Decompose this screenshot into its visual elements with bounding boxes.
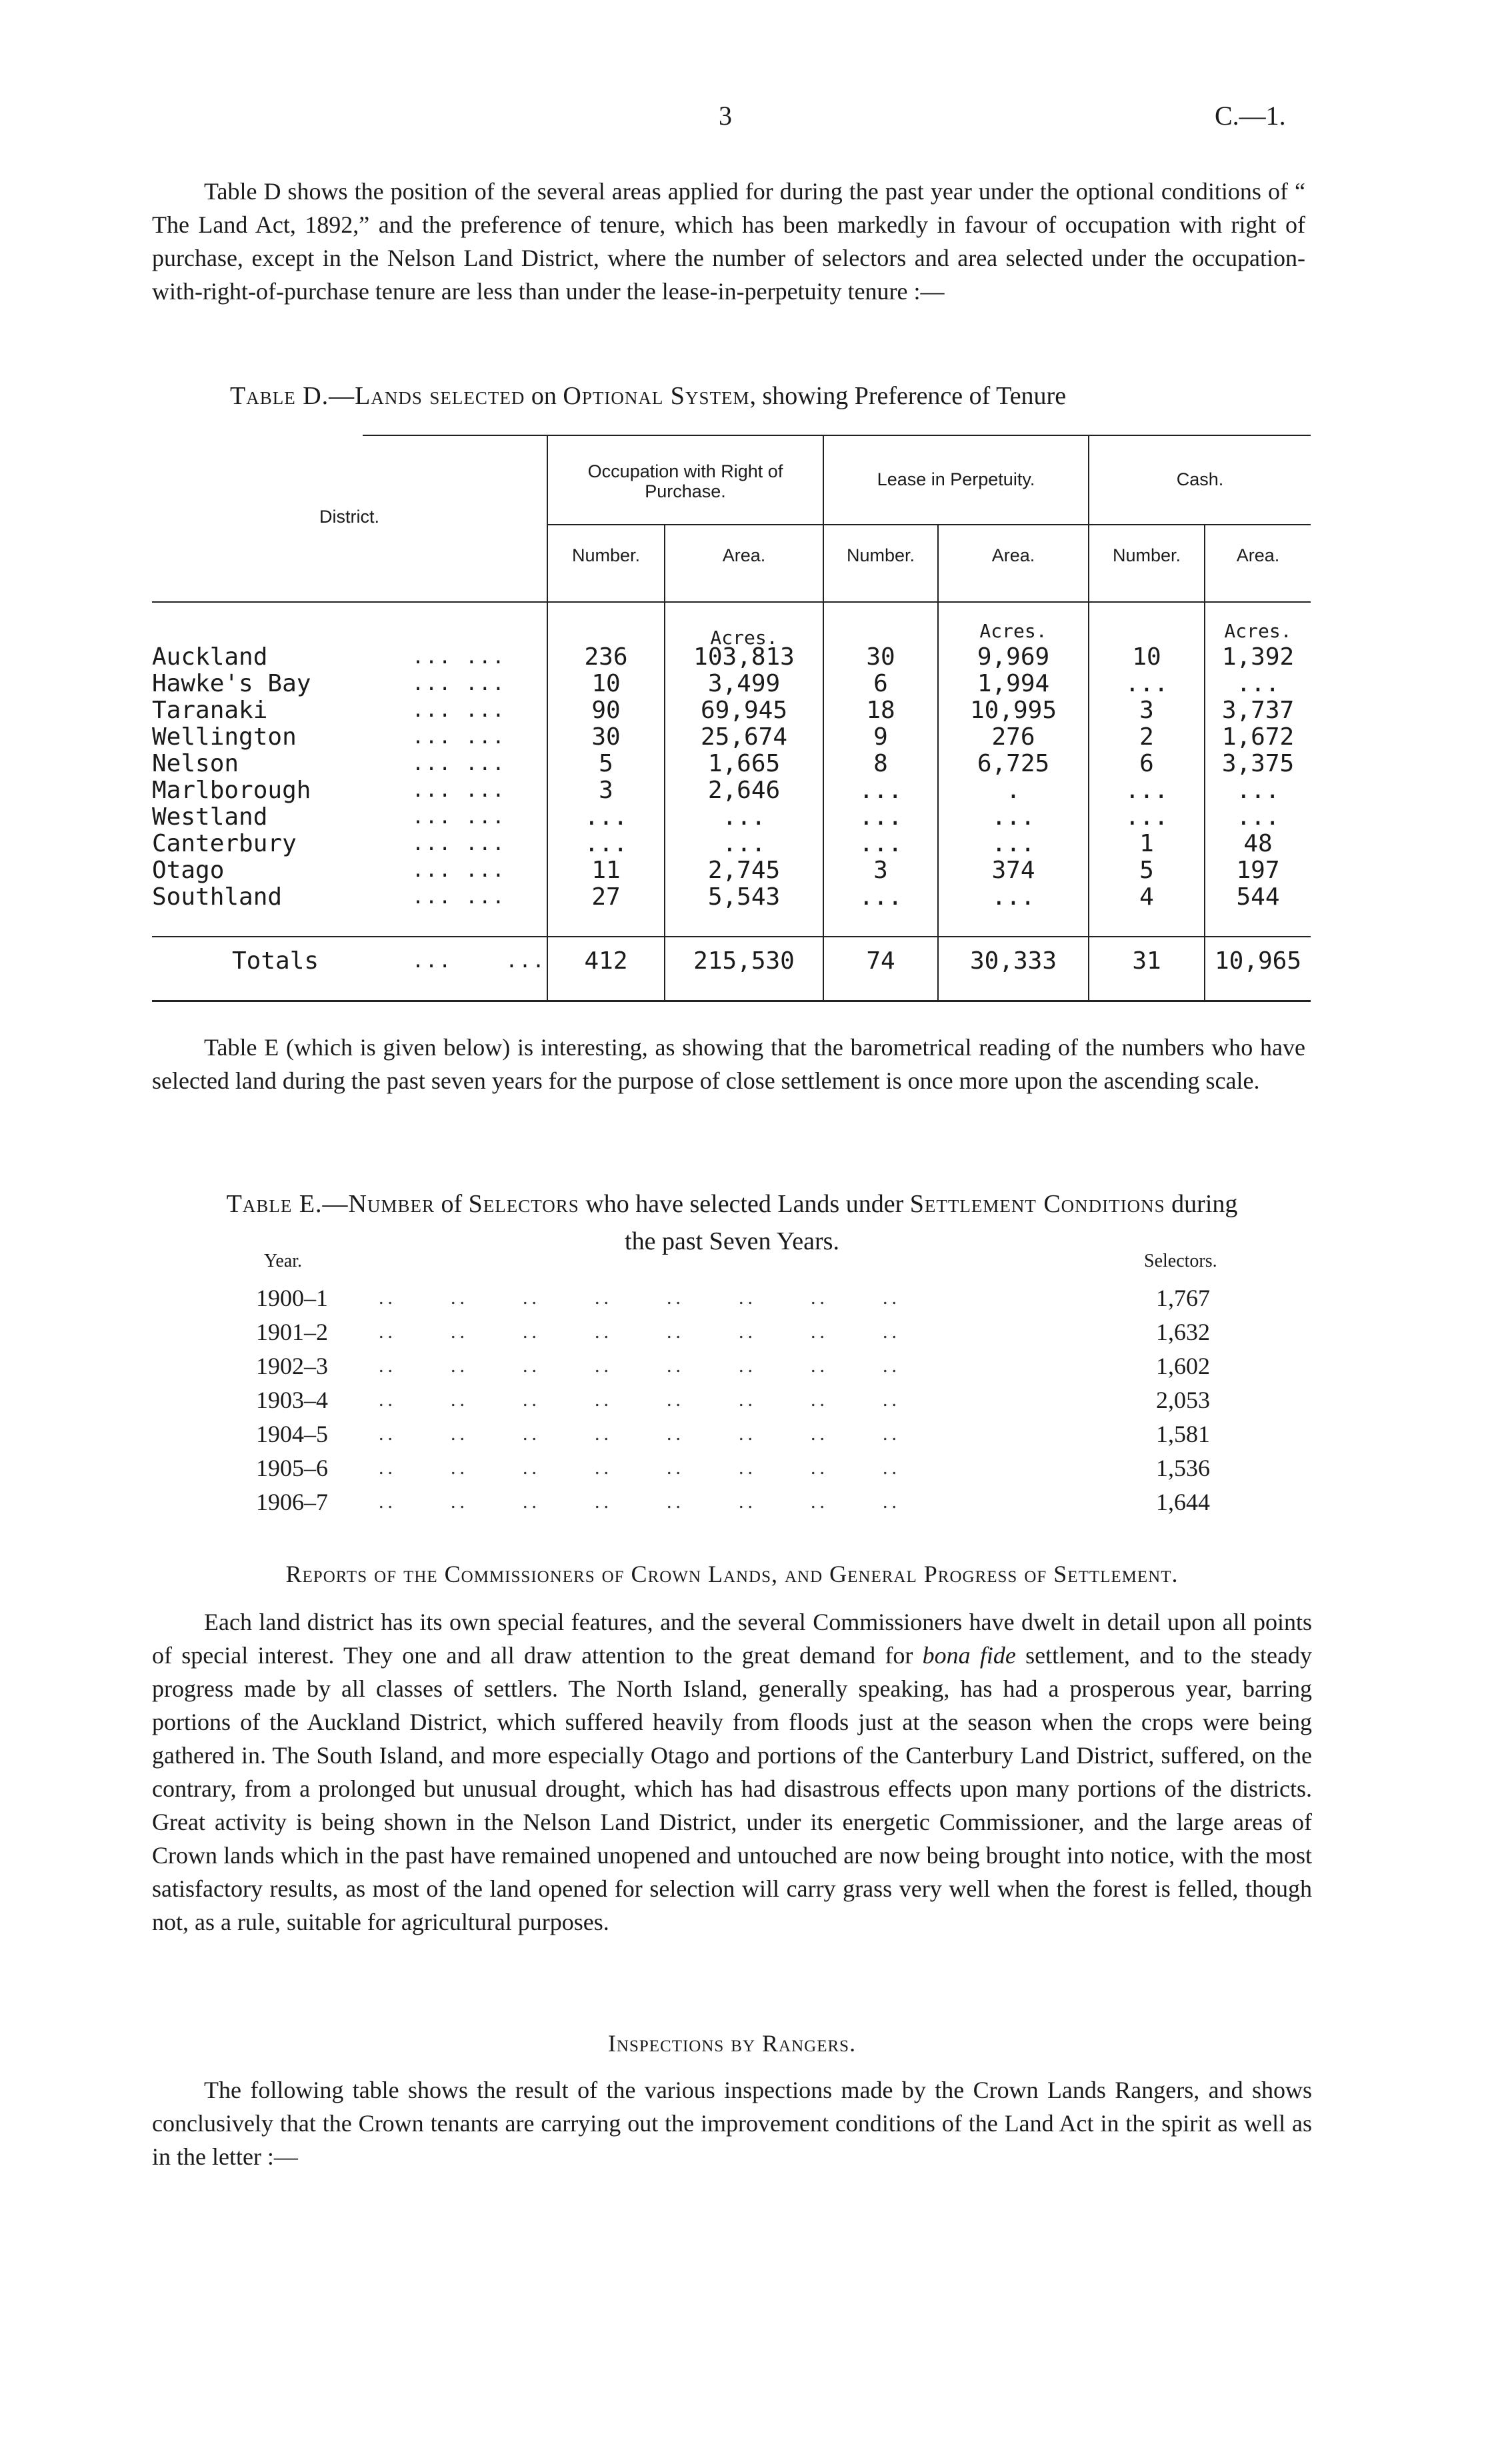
cell-a3: ...: [1236, 670, 1280, 697]
units-acres-1: Acres.: [710, 627, 778, 649]
cell-a2: ...: [991, 883, 1035, 911]
leader-dots: .. .. .. .. .. .. .. ..: [379, 1423, 901, 1445]
cell-a1: 103,813: [693, 643, 795, 671]
table-d-title-caps: Lands selected: [355, 382, 525, 410]
cell-n1: 27: [591, 883, 621, 911]
cell-n3: 2: [1139, 723, 1154, 751]
cell-n2: 30: [866, 643, 895, 671]
district-name: Hawke's Bay: [152, 670, 311, 697]
inspections-text: The following table shows the result of the various inspections made by the Crown Lands Rangers, and shows conclusively that the Crown tenants are carrying out the improvement conditions of the Land Act in the spirit as well as in the letter :—: [152, 2077, 1312, 2170]
cell-n1: 10: [591, 670, 621, 697]
selectors-cell: 1,581: [1156, 1421, 1210, 1447]
cell-n2: ...: [859, 777, 903, 804]
cell-n2: ...: [859, 883, 903, 911]
table-e-title-of: of: [435, 1190, 469, 1218]
district-name: Wellington: [152, 723, 297, 751]
intro-text: Table D shows the position of the several areas applied for during the past year under the optional conditions of “ The Land Act, 1892,” and the preference of tenure, which has been markedly in favour of occupation with right of purchase, except in the Nelson Land District, where the number of selectors and area selected under the occupation-with-right-of-purchase tenure are less than under the lease-in-perpetuity tenure :—: [152, 178, 1305, 305]
cell-a3: 3,375: [1221, 750, 1295, 777]
cell-n3: 1: [1139, 830, 1154, 857]
cell-a2: ...: [991, 830, 1035, 857]
sub-header-area-1: Area.: [722, 545, 766, 565]
leader-dots: ... ...: [412, 885, 506, 909]
leader-dots: .. .. .. .. .. .. .. ..: [379, 1321, 901, 1343]
totals-n3: 31: [1132, 947, 1161, 975]
table-e-intro-paragraph: [152, 1031, 1305, 1097]
cell-n1: 3: [599, 777, 613, 804]
inspections-paragraph: [152, 2073, 1312, 2173]
cell-a2: 10,995: [969, 697, 1057, 724]
intro-paragraph: [152, 175, 1305, 308]
district-name: Auckland: [152, 643, 268, 671]
selectors-header: Selectors.: [1144, 1251, 1217, 1271]
cell-n1: 236: [584, 643, 628, 671]
table-e-title-caps2: Selectors: [468, 1190, 579, 1218]
group-header-cash: Cash.: [1176, 469, 1224, 489]
totals-label: Totals: [232, 947, 319, 975]
cell-a3: 544: [1236, 883, 1280, 911]
leader-dots: .. .. .. .. .. .. .. ..: [379, 1287, 901, 1309]
reports-text-italic: bona fide: [922, 1642, 1016, 1669]
leader-dots: ... ...: [412, 645, 506, 669]
page-number: 3: [719, 101, 732, 131]
cell-n1: 90: [591, 697, 621, 724]
cell-a2: 276: [991, 723, 1035, 751]
reports-text: [152, 1605, 1312, 1939]
cell-a3: 1,672: [1221, 723, 1295, 751]
cell-n2: 6: [873, 670, 888, 697]
sub-header-number-2: Number.: [846, 545, 915, 565]
year-header: Year.: [264, 1251, 303, 1271]
cell-n2: 9: [873, 723, 888, 751]
totals-a2: 30,333: [969, 947, 1057, 975]
reports-heading: Reports of the Commissioners of Crown Lands, and General Progress of Settlement.: [285, 1561, 1179, 1587]
cell-a3: ...: [1236, 777, 1280, 804]
district-name: Marlborough: [152, 777, 311, 804]
cell-a3: 3,737: [1221, 697, 1295, 724]
cell-n2: ...: [859, 803, 903, 831]
leader-dots: ... ...: [412, 752, 506, 775]
table-e-title: [152, 1185, 1312, 1260]
units-acres-2: Acres.: [979, 620, 1047, 642]
reports-text-part1: Each land district has its own special features, and the several Commissioners have dwelt in detail upon all points of special interest. They one and all draw attention to the great demand for: [152, 1609, 1312, 1669]
leader-dots: .. .. .. .. .. .. .. ..: [379, 1355, 901, 1377]
cell-n1: ...: [584, 830, 628, 857]
table-e-title-end: during: [1165, 1190, 1238, 1218]
cell-a3: 48: [1243, 830, 1273, 857]
cell-n3: 3: [1139, 697, 1154, 724]
cell-n1: 5: [599, 750, 613, 777]
district-name: Westland: [152, 803, 268, 831]
cell-a3: ...: [1236, 803, 1280, 831]
selectors-cell: 1,767: [1156, 1285, 1210, 1311]
cell-a1: 1,665: [707, 750, 781, 777]
cell-a1: 3,499: [707, 670, 781, 697]
district-name: Canterbury: [152, 830, 297, 857]
totals-n2: 74: [866, 947, 895, 975]
cell-a2: ...: [991, 803, 1035, 831]
leader-dots: .. .. .. .. .. .. .. ..: [379, 1491, 901, 1513]
cell-n1: 30: [591, 723, 621, 751]
cell-n2: 3: [873, 857, 888, 884]
leader-dots: ... ...: [412, 779, 506, 802]
year-cell: 1904–5: [256, 1421, 328, 1447]
cell-n3: ...: [1125, 670, 1169, 697]
cell-n3: 5: [1139, 857, 1154, 884]
cell-a1: ...: [722, 830, 766, 857]
district-header: District.: [319, 507, 379, 527]
leader-dots: ... ...: [412, 859, 506, 882]
year-cell: 1903–4: [256, 1387, 328, 1413]
leader-dots: .. .. .. .. .. .. .. ..: [379, 1457, 901, 1479]
units-acres-3: Acres.: [1224, 620, 1292, 642]
cell-a1: 5,543: [707, 883, 781, 911]
table-d-title-rest: , showing Preference of Tenure: [749, 382, 1067, 410]
inspections-heading: Inspections by Rangers.: [607, 2030, 857, 2057]
cell-a1: 2,646: [707, 777, 781, 804]
year-cell: 1900–1: [256, 1285, 328, 1311]
leader-dots: ... ...: [412, 832, 506, 855]
cell-n3: 6: [1139, 750, 1154, 777]
year-cell: 1905–6: [256, 1455, 328, 1481]
cell-n1: ...: [584, 803, 628, 831]
sub-header-number-1: Number.: [571, 545, 641, 565]
reports-text-part2: settlement, and to the steady progress made by all classes of settlers. The North Island, generally speaking, has had a prosperous year, barring portions of the Auckland District, which suffered heavily from floods just at the season when the crops were being gathered in. The South Island, and more especially Otago and portions of the Canterbury Land District, suffered, on the contrary, from a prolonged but unusual drought, which has had disastrous effects upon many portions of the districts. Great activity is being shown in the Nelson Land District, under its energetic Commissioner, and the large areas of Crown lands which in the past have remained unopened and untouched are now being brought into notice, with the most satisfactory results, as most of the land opened for selection will carry grass very well when the forest is felled, though not, as a rule, suitable for agricultural purposes.: [152, 1642, 1313, 1935]
leader-dots: ... ...: [412, 805, 506, 829]
cell-n1: 11: [591, 857, 621, 884]
cell-a3: 1,392: [1221, 643, 1295, 671]
selectors-cell: 1,632: [1156, 1319, 1210, 1345]
selectors-cell: 2,053: [1156, 1387, 1210, 1413]
table-e-title-mid: who have selected Lands under: [579, 1190, 910, 1218]
totals-a3: 10,965: [1214, 947, 1302, 975]
cell-n3: ...: [1125, 803, 1169, 831]
table-e-title-lead: Table E.—: [226, 1190, 349, 1218]
cell-a2: 9,969: [977, 643, 1050, 671]
table-e-title-line2: the past Seven Years.: [625, 1227, 839, 1255]
cell-a1: 69,945: [700, 697, 788, 724]
district-name: Taranaki: [152, 697, 268, 724]
year-cell: 1901–2: [256, 1319, 328, 1345]
selectors-cell: 1,602: [1156, 1353, 1210, 1379]
year-cell: 1906–7: [256, 1489, 328, 1515]
year-cell: 1902–3: [256, 1353, 328, 1379]
leader-dots: ... ...: [412, 725, 506, 749]
totals-leader-dots: ... ...: [412, 949, 546, 973]
group-header-occupation: Occupation with Right of Purchase.: [587, 461, 783, 501]
cell-a2: 6,725: [977, 750, 1050, 777]
cell-n3: ...: [1125, 777, 1169, 804]
table-d-title-caps2: Optional System: [563, 382, 750, 410]
sub-header-area-2: Area.: [991, 545, 1035, 565]
cell-a1: 25,674: [700, 723, 788, 751]
cell-a2: .: [1006, 777, 1021, 804]
table-e: [152, 1251, 1312, 1517]
table-d-title: [230, 381, 1066, 411]
selectors-cell: 1,644: [1156, 1489, 1210, 1515]
cell-a1: 2,745: [707, 857, 781, 884]
table-e-intro-text: Table E (which is given below) is interesting, as showing that the barometrical reading of the numbers who have selected land during the past seven years for the purpose of close settlement is once more upon the ascending scale.: [152, 1034, 1305, 1094]
cell-n3: 4: [1139, 883, 1154, 911]
group-header-lease: Lease in Perpetuity.: [877, 469, 1035, 489]
cell-a2: 1,994: [977, 670, 1050, 697]
table-d-title-lead: Table D.—: [230, 382, 355, 410]
cell-a3: 197: [1236, 857, 1280, 884]
table-e-title-caps1: Number: [348, 1190, 435, 1218]
cell-n2: 18: [866, 697, 895, 724]
district-name: Southland: [152, 883, 283, 911]
table-d: [152, 435, 1311, 1003]
leader-dots: .. .. .. .. .. .. .. ..: [379, 1389, 901, 1411]
reports-paragraph: [152, 1605, 1312, 1939]
district-name: Otago: [152, 857, 225, 884]
cell-n3: 10: [1132, 643, 1161, 671]
table-e-title-caps3: Settlement Conditions: [909, 1190, 1165, 1218]
sub-header-number-3: Number.: [1112, 545, 1181, 565]
leader-dots: ... ...: [412, 699, 506, 722]
totals-n1: 412: [584, 947, 628, 975]
totals-a1: 215,530: [693, 947, 795, 975]
cell-a1: ...: [722, 803, 766, 831]
sub-header-area-3: Area.: [1236, 545, 1280, 565]
leader-dots: ... ...: [412, 672, 506, 695]
district-name: Nelson: [152, 750, 239, 777]
cell-a2: 374: [991, 857, 1035, 884]
selectors-cell: 1,536: [1156, 1455, 1210, 1481]
cell-n2: 8: [873, 750, 888, 777]
cell-n2: ...: [859, 830, 903, 857]
document-code: C.—1.: [1215, 101, 1286, 131]
table-d-title-on: on: [525, 382, 563, 410]
